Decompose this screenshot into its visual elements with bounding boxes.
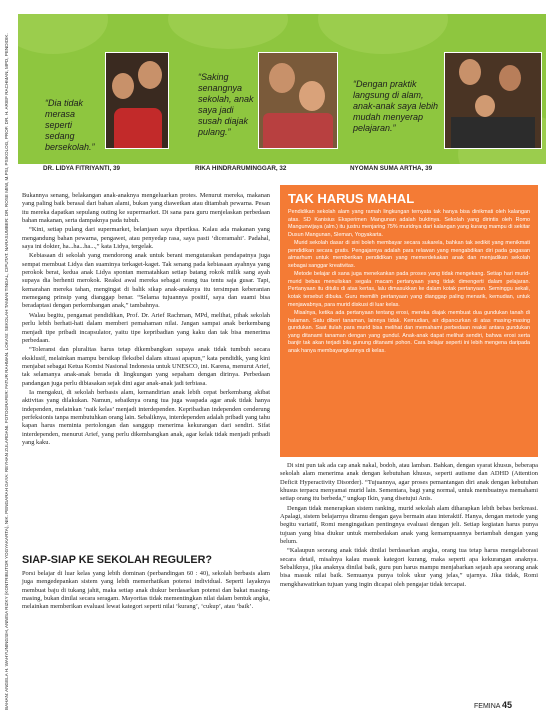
caption-lidya: DR. LIDYA FITRIYANTI, 39: [43, 165, 120, 172]
paragraph: Kebiasaan di sekolah yang mendorong anak untuk berani mengutarakan pendapatnya juga sempat membuat Lidya dan suaminya terkaget-kaget. Tak senang pada kebiasaan ayahnya yang perokok berat, kedua anak Lidya spontan mematahkan setiap batang rokok milik sang ayah supaya dia berhenti merokok. Reaksi awal mereka sebagai orang tua tentu saja gusar. Tapi, kemarahan mereka tahan, mengingat di balik sikap anak-anaknya itu tersimpan keberanian memegang prinsip yang dianggap benar. “Selama tujuannya positif, saya dan suami bisa beradaptasi dengan perkembangan anak,” tambahnya.: [22, 252, 270, 310]
page-footer: [474, 700, 512, 710]
photo-rika-family: [258, 52, 338, 149]
sidebar-body: [288, 209, 530, 356]
paragraph: Dengan tidak menerapkan sistem ranking, murid sekolah alam diharapkan lebih bebas berkreasi. Apalagi, sistem belajarnya diramu dengan gaya bermain atau interaktif. Hanya, dengan metode yang begitu variatif, Romi mengingatkan pentingnya evaluasi dengan jeli. Setiap kegiatan harus punya tujuan yang bisa diukur untuk membedakan anak yang kemampuannya bertambah dengan yang belum.: [280, 504, 538, 546]
leaf-pattern: [18, 14, 108, 54]
paragraph: Di sini pun tak ada cap anak nakal, bodoh, atau lamban. Bahkan, dengan syarat khusus, beberapa sekolah alam menerima anak dengan kebutuhan khusus, seperti autisme dan ADHD (Attention Deficit Hyperactivity Disorder). “Tujuannya, agar proses pemantangan diri anak dengan kebutuhan khusus terpacu menyamai murid lain. Sementara, bagi yang normal, untuk membuatnya memahami setiap orang itu berbeda,” ungkap Ikin, yang disetujui Anis.: [280, 462, 538, 503]
paragraph: Misalnya, ketika ada pertanyaan tentang erosi, mereka diajak membuat dua gundukan tanah di halaman. Satu diberi tanaman, lainnya tidak. Kemudian, air dipancurkan di atas masing-masing gundukan. Saat itulah para murid bisa melihat dan memahami perbedaan reaksi antara gundukan yang ditanami tanaman dengan yang gundul. Anak-anak dapat melihat sendiri, bahwa erosi serta banjir tak akan terjadi bila gunung ditanami pohon. Cara belajar seperti ini lebih mengena daripada anak hanya membayangkannya di kelas.: [288, 310, 530, 354]
paragraph: Murid sekolah dasar di sini boleh membayar secara sukarela, bahkan tak sedikit yang menikmati pendidikan secara gratis. Pengajarnya adalah para relawan yang mengabdikan diri pada gagasan almarhum untuk memberikan pendidikan yang memerdekakan anak dan menjadikan sekolah sebagai sanggar kreativitas.: [288, 240, 530, 269]
caption-nyoman: NYOMAN SUMA ARTHA, 39: [350, 165, 433, 172]
quote-lidya: “Dia tidak merasa seperti sedang bersekolah.”: [45, 98, 95, 152]
magazine-name: FEMINA: [474, 703, 501, 710]
paragraph: “Kalaupun seorang anak tidak dinilai berdasarkan angka, orang tua tetap harus mengelaborasi secara detail, misalnya kalau masuk kategori kurang, maka seperti apa kekurangan anaknya. Sebaliknya, jika anaknya dinilai baik, guru pun harus mampu menjabarkan sejauh apa seorang anak bisa masuk nilai baik. Semuanya punya tolok ukur yang jelas,” ujarnya. Jika tidak, Romi mengkhawatirkan tujuan yang ingin dicapai oleh pengajar tidak tercapai.: [280, 547, 538, 588]
paragraph: Walau begitu, pengamat pendidikan, Prof. Dr. Arief Rachman, MPd, melihat, pihak sekolah perlu lebih berhati-hati dalam memberi pemahaman nilai. Jangan sampai anak berkembang menjadi tipe pribadi incapsulator, yaitu tipe kepribadian yang kaku dan tak bisa menerima perbedaan.: [22, 311, 270, 344]
paragraph: Bukannya senang, belakangan anak-anaknya mengeluarkan protes. Menurut mereka, makanan yang paling baik berasal dari bahan alami, bukan yang diawetkan atau ditambah pewarna. Pesan itu mereka dapatkan sepulang outing ke supermarket. Di sana para guru menjelaskan perbedaan bahan makanan, serta dampaknya pada tubuh.: [22, 192, 270, 225]
sidebar-title: TAK HARUS MAHAL: [288, 191, 415, 206]
section-heading: SIAP-SIAP KE SEKOLAH REGULER?: [22, 554, 212, 566]
credits-sidebar: [4, 33, 16, 710]
header-banner: [18, 14, 546, 164]
leaf-pattern: [318, 14, 448, 54]
left-column: [22, 192, 270, 448]
right-column: [280, 462, 538, 590]
quote-nyoman: “Dengan praktik langsung di alam, anak-anak saya lebih mudah menyerap pelajaran.”: [353, 79, 439, 133]
paragraph: “Kini, setiap pulang dari supermarket, belanjaan saya diperiksa. Kalau ada makanan yang mengandung bahan pewarna, pengawet, atau penyedap rasa, saya pasti ‘diceramahi’. Padahal, saya ini dokter, ha...ha...ha...,” kata Lidya, tergelak.: [22, 226, 270, 251]
sidebar-box: [280, 185, 538, 457]
paragraph: “Toleransi dan pluralitas harus tetap dikembangkan supaya anak tidak tumbuh secara eksklusif, melainkan mampu bersikap fleksibel dalam situasi apapun,” kata pendidik, yang kini menjabat sebagai Ketua Komisi Nasional Indonesia untuk UNESCO, ini. Karena, menurut Arief, tak selamanya anak-anak berada di lingkungan yang sepaham dengan dirinya. Perbedaan pandangan juga perlu dibiasakan sejak dini agar anak-anak jadi terbiasa.: [22, 346, 270, 387]
paragraph: Metode belajar di sana juga menekankan pada proses yang tidak mengekang. Setiap hari murid-murid bebas menuliskan segala macam pertanyaan yang tidak dimengerti dalam pelajaran. Pertanyaan itu ditulis di atas kertas, lalu dimasukkan ke dalam kotak pertanyaan. Seminggu sekali, kotak tersebut dibuka. Guru memilih pertanyaan yang dianggap paling menarik, kemudian, untuk menjawabnya, para murid diskusi di luar kelas.: [288, 271, 530, 308]
leaf-pattern: [168, 14, 288, 49]
paragraph: Pendidikan sekolah alam yang ramah lingkungan ternyata tak hanya bisa dinikmati oleh kalangan atas. SD Kanisius Eksperimen Mangunan adalah buktinya. Sekolah yang dirintis oleh Romo Mangunwijaya (alm.) itu justru menjaring 75% muridnya dari kalangan yang kurang mampu di sekitar Dusun Mangunan, Sleman, Yogyakarta.: [288, 209, 530, 238]
caption-rika: RIKA HINDRARUMINGGAR, 32: [195, 165, 287, 172]
left-column-bottom: [22, 570, 270, 613]
paragraph: Porsi belajar di luar kelas yang lebih dominan (perbandingan 60 : 40), sekolah berbasis alam juga mengedepankan sistem yang lebih memerhatikan potensi individual. Seperti layaknya membuat baju di tukang jahit, maka setiap anak diukur berdasarkan potensi dan bakat masing-masing, bukan dinilai secara seragam. Mayoritas tidak mementingkan nilai dalam bentuk angka, melainkan memberikan evaluasi lewat kategori seperti nilai ‘kurang’, ‘cukup’, atau ‘baik’.: [22, 570, 270, 611]
page-number: 45: [502, 700, 513, 710]
photo-lidya-family: [105, 52, 169, 149]
paragraph: Ia mengakui, di sekolah berbasis alam, kemandirian anak lebih cepat berkembang akibat aktivitas yang dilakukan. Namun, sebaiknya orang tua juga waspada agar anak tidak hanya independen, melainkan ‘naik kelas’ menjadi interdependen. Kepribadian independen cenderung perfeksionis tanpa membutuhkan orang lain. Sebaliknya, interdependen adalah pribadi yang tahu kapan harus meminta pertolongan dan sanggup menerima kekurangan dari sendiri. Sifat interdependen, menurut Arief, yang perlu dikembangkan anak, agar kelak tidak menjadi pribadi yang kaku.: [22, 388, 270, 446]
photo-nyoman-family: [444, 52, 542, 149]
quote-rika: “Saking senangnya sekolah, anak saya jadi susah diajak pulang.”: [198, 72, 254, 137]
credits-text: BAHAN: ANGELA H. WAHYUNINGSIH, ANNISA RIZKY (KONTRIBUTOR YOGYAKARTA), NIK. PENGARAH GAYA: REYHAN ZULARDANI. FOTOGRAFER: FATUR RAHMAN. LOKASI: SEKOLAH TAMAN TINGAL, CIPUTAT. NARASUMBER: DR. ROSE MINI, M.PSI, PSIKOLOG, PROF. DR. H. ARIEF RACHMAN, MPD, PENDIDIK.: [4, 33, 9, 710]
